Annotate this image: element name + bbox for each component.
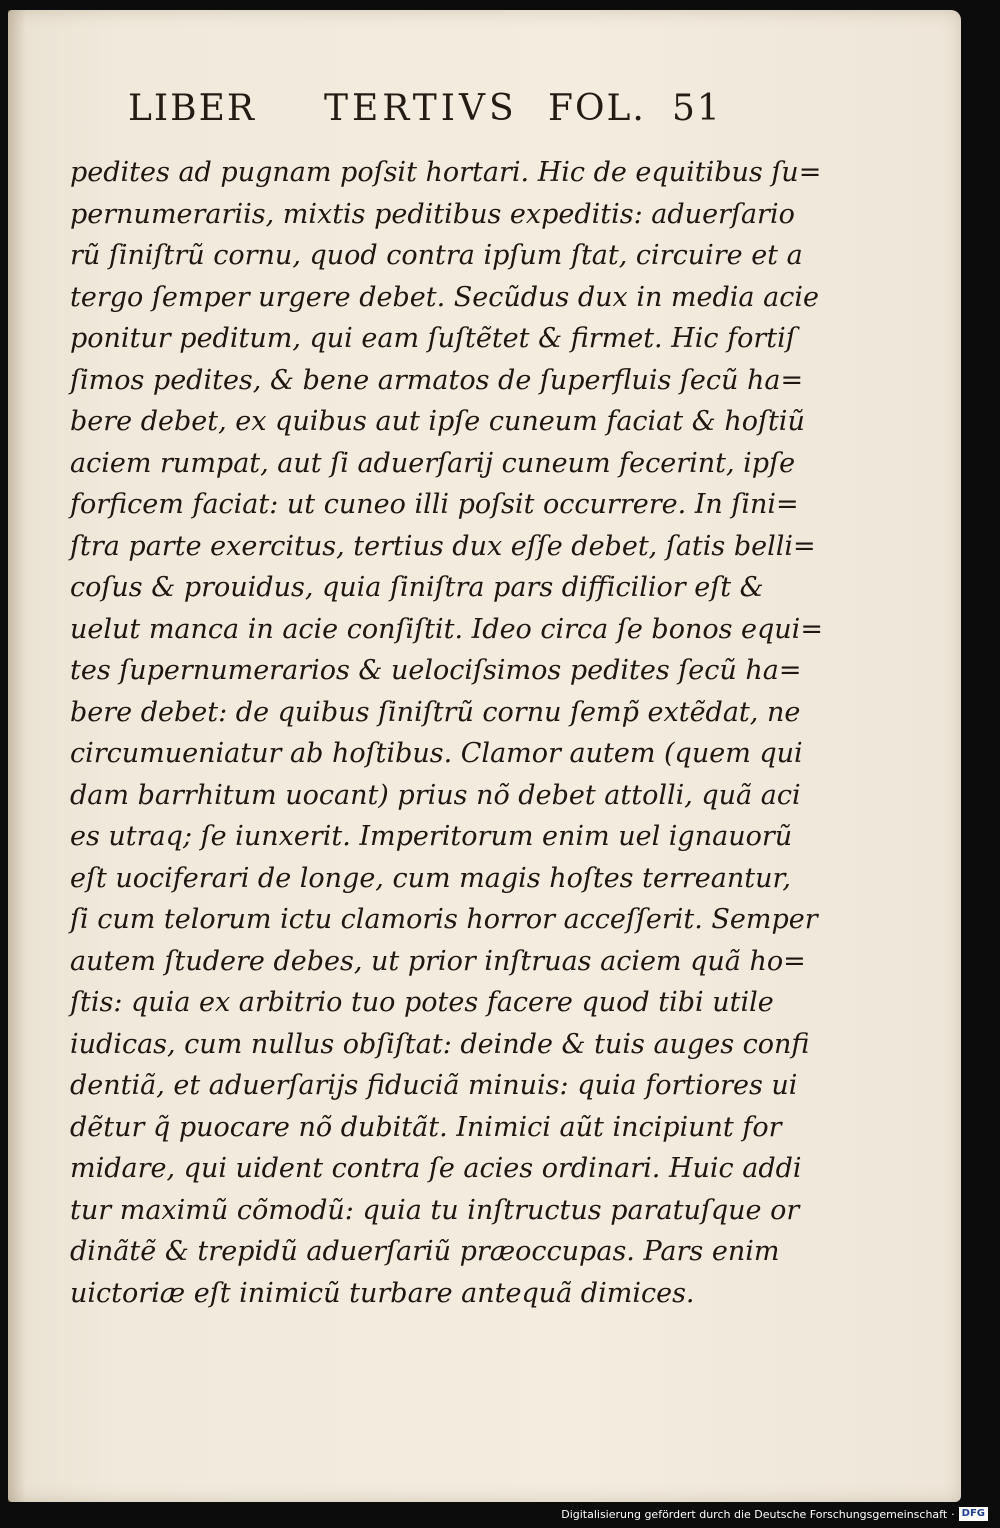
- text-line: aciem rumpat, aut ſi aduerſarij cuneum fecerint, ipſe: [70, 447, 796, 479]
- text-line: ſtra parte exercitus, tertius dux eſſe debet, ſatis belli=: [70, 530, 816, 562]
- text-line: forficem faciat: ut cuneo illi poſsit occurrere. In ſini=: [70, 489, 799, 520]
- text-line: pedites ad pugnam poſsit hortari. Hic de equitibus ſu=: [70, 157, 822, 188]
- text-line: uictoriæ eſt inimicũ turbare antequã dimices.: [70, 1277, 695, 1309]
- text-line: rũ ſiniſtrũ cornu, quod contra ipſum ſtat, circuire et a: [70, 240, 803, 271]
- text-line: circumueniatur ab hoſtibus. Clamor autem (quem qui: [70, 738, 803, 769]
- text-line: bere debet: de quibus ſiniſtrũ cornu ſemp̃ extẽdat, ne: [70, 696, 801, 728]
- text-line: bere debet, ex quibus aut ipſe cuneum faciat & hoſtiũ: [70, 406, 805, 437]
- text-line: pernumerariis, mixtis peditibus expeditis: aduerſario: [70, 198, 795, 230]
- running-head-fol: FOL.: [548, 88, 646, 129]
- text-line: dentiã, et aduerſarijs fiduciã minuis: quia fortiores ui: [70, 1070, 798, 1101]
- text-line: iudicas, cum nullus obſiſtat: deinde & tuis auges confi: [70, 1028, 810, 1060]
- folio-number: 51: [672, 88, 722, 129]
- page-gutter-shadow: [8, 10, 26, 1502]
- text-line: autem ſtudere debes, ut prior inſtruas aciem quã ho=: [70, 945, 806, 977]
- text-line: es utraq; ſe iunxerit. Imperitorum enim uel ignauorũ: [70, 821, 793, 852]
- text-line: tur maximũ cõmodũ: quia tu inſtructus paratuſque or: [70, 1194, 800, 1226]
- text-line: eſt uociferari de longe, cum magis hoſtes terreantur,: [70, 862, 791, 894]
- text-line: dinãtẽ & trepidũ aduerſariũ præoccupas. Pars enim: [70, 1236, 780, 1267]
- running-head-liber: LIBER: [128, 88, 256, 129]
- text-line: dam barrhitum uocant) prius nõ debet attolli, quã aci: [70, 779, 801, 811]
- credit-separator: ·: [951, 1507, 955, 1521]
- text-line: tergo ſemper urgere debet. Secũdus dux in media acie: [70, 281, 819, 313]
- text-line: tes ſupernumerarios & uelociſsimos pedites ſecũ ha=: [70, 655, 802, 686]
- text-block: [70, 152, 823, 1314]
- text-line: dẽtur q̃ puocare nõ dubitãt. Inimici aũt incipiunt for: [70, 1111, 782, 1143]
- text-line: ſi cum telorum ictu clamoris horror acceſſerit. Semper: [70, 904, 818, 935]
- dfg-logo: DFG: [959, 1507, 988, 1521]
- text-line: uelut manca in acie conſiſtit. Ideo circa ſe bonos equi=: [70, 613, 823, 645]
- running-head-tertivs: TERTIVS: [324, 88, 518, 129]
- text-line: midare, qui uident contra ſe acies ordinari. Huic addi: [70, 1153, 802, 1184]
- text-line: ſtis: quia ex arbitrio tuo potes facere quod tibi utile: [70, 987, 774, 1018]
- text-line: ſimos pedites, & bene armatos de ſuperfluis ſecũ ha=: [70, 364, 804, 396]
- credit-text: Digitalisierung gefördert durch die Deutsche Forschungsgemeinschaft: [561, 1507, 948, 1521]
- digitization-credit: [561, 1506, 988, 1522]
- running-head: [128, 88, 748, 144]
- text-line: ponitur peditum, qui eam ſuſtẽtet & firmet. Hic fortiſ: [70, 323, 796, 354]
- text-line: coſus & prouidus, quia ſiniſtra pars difficilior eſt &: [70, 572, 764, 603]
